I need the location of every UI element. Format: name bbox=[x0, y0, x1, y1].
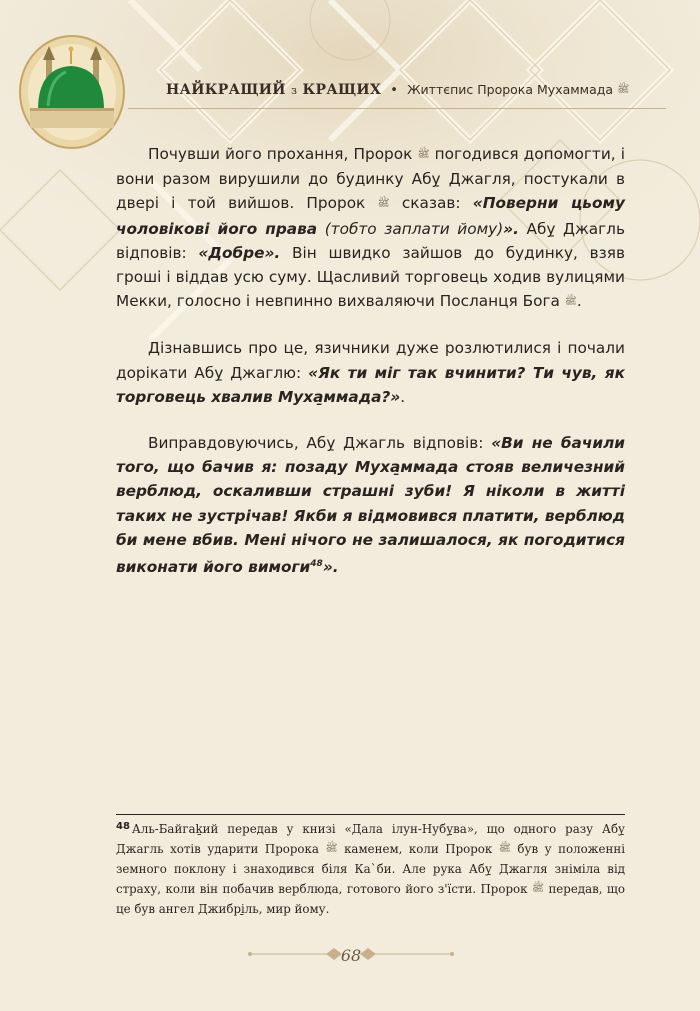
quote: «Як ти міг так вчинити? Ти чув, як торговець хвалив Муха̱ммада?» bbox=[116, 363, 625, 406]
main-text bbox=[116, 142, 625, 601]
page-number: 68 bbox=[340, 946, 362, 965]
salawat-symbol: ﷺ bbox=[531, 883, 544, 895]
salawat-symbol: ﷺ bbox=[498, 843, 511, 855]
quote: «Поверни цьому чоловікові його права bbox=[116, 194, 625, 238]
salawat-symbol: ﷺ bbox=[377, 198, 390, 210]
header-bullet: • bbox=[390, 83, 398, 98]
footnote-reference[interactable]: 48 bbox=[310, 559, 323, 570]
running-header bbox=[166, 82, 666, 98]
salawat-symbol: ﷺ bbox=[564, 296, 577, 308]
salawat-symbol: ﷺ bbox=[325, 843, 338, 855]
book-title: НАЙКРАЩИЙ з КРАЩИХ bbox=[166, 82, 382, 98]
paragraph-1: Почувши його прохання, Пророк ﷺ погодився допомогти, і вони разом вирушили до будинку Абу̱ Джагля, постукали в двері і той вийшов. Пророк ﷺ сказав: «Поверни цьому чоловікові його права (тобто заплати йому)». Абу̱ Джагль відповів: «Добре». Він швидко зайшов до будинку, взяв гроші і віддав усю суму. Щасливий торговець ходив вулицями Мекки, голосно і невпинно вихваляючи Посланця Бога ﷺ. bbox=[116, 145, 625, 311]
paragraph-3: Виправдовуючись, Абу̱ Джагль відповів: «Ви не бачили того, що бачив я: позаду Муха̱ммада стояв величезний верблюд, оскаливши страшні зуби! Я ніколи в житті таких не зустрічав! Якби я відмовився платити, верблюд би мене вбив. Мені нічого не залишалося, як погодитися виконати його вимоги$^{48}$». bbox=[116, 434, 626, 577]
footnote-rule bbox=[116, 814, 625, 815]
salawat-symbol: ﷺ bbox=[617, 84, 630, 95]
green-dome-mosque-emblem bbox=[16, 32, 128, 150]
salawat-symbol: ﷺ bbox=[417, 149, 430, 160]
quote: «Добре». bbox=[198, 243, 281, 262]
page-number-ornament bbox=[246, 938, 456, 970]
book-subtitle: Життєпис Пророка Мухаммада bbox=[407, 82, 614, 97]
footnote-number: 48 bbox=[116, 821, 130, 832]
footnote: $^{48}$ Аль-Байгаḵий передав у книзі «Дала ілун-Нубу̱ва», що одного разу Абу̱ Джагль хотів ударити Пророка ﷺ каменем, коли Пророк ﷺ був у положенні земного поклону і знаходився біля Ка`би. Але рука Абу̱ Джагля зніміла від страху, коли він побачив верблюда, готового його з'їсти. Пророк ﷺ передав, що це був ангел Джибрі̱ль, мир йому. bbox=[116, 821, 626, 916]
clarification: (тобто заплати йому) bbox=[324, 219, 504, 238]
header-rule bbox=[128, 108, 666, 109]
paragraph-2: Дізнавшись про це, язичники дуже розлютилися і почали дорікати Абу̱ Джаглю: «Як ти міг так вчинити? Ти чув, як торговець хвалив Муха̱ммада?». bbox=[116, 339, 625, 406]
quote: «Ви не бачили того, що бачив я: позаду Муха̱ммада стояв величезний верблюд, оскаливши страшні зуби! Я ніколи в житті таких не зустрічав! Якби я відмовився платити, верблюд би мене вбив. Мені нічого не залишалося, як погодитися виконати його вимоги bbox=[116, 434, 626, 577]
